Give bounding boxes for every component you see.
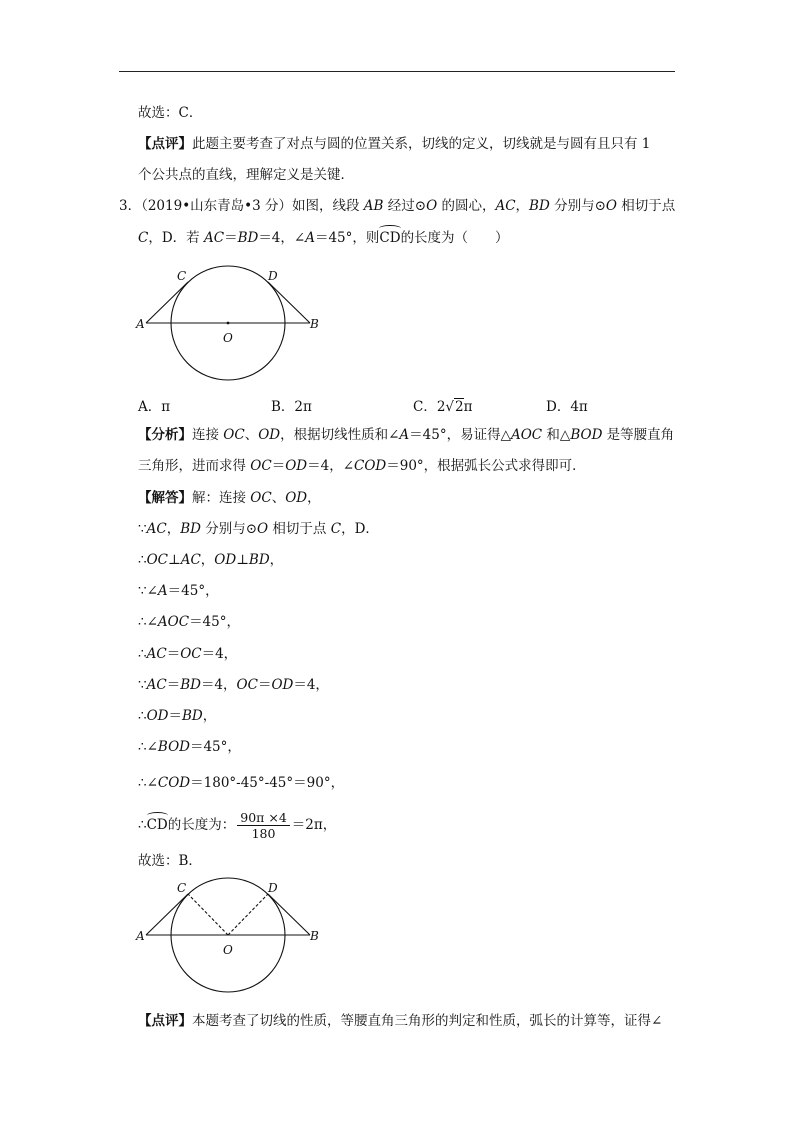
question-3-line-2: C，D．若 AC＝BD＝4，∠A＝45°，则CD的长度为（ ） <box>138 230 509 246</box>
solution-line-5: ∴∠AOC＝45°， <box>138 614 240 630</box>
comment-text: 此题主要考查了对点与圆的位置关系，切线的定义，切线就是与圆有且只有 1 <box>192 136 651 152</box>
label-b-2: B <box>310 929 319 943</box>
label-a: A <box>136 317 145 331</box>
solution-line-8: ∴OD＝BD， <box>138 708 217 724</box>
header-rule <box>119 71 675 72</box>
label-d-2: D <box>268 881 278 895</box>
comment-paragraph-1-cont: 个公共点的直线，理解定义是关键． <box>138 167 354 183</box>
analysis-line-1: 【分析】连接 OC、OD，根据切线性质和∠A＝45°，易证得△AOC 和△BOD 是等腰直角 <box>138 427 675 443</box>
arc-length-fraction: $\frac{90\pi \times 4}{180}$ <box>237 810 290 841</box>
tangent-bd-2 <box>268 894 310 935</box>
solution-answer: 故选：B． <box>138 853 202 869</box>
tangent-ac-2 <box>146 894 188 935</box>
solution-line-2: ∵AC，BD 分别与⊙O 相切于点 C，D． <box>138 521 379 537</box>
comment-text-2: 本题考查了切线的性质，等腰直角三角形的判定和性质，弧长的计算等，证得∠ <box>192 1013 663 1029</box>
label-b: B <box>310 317 319 331</box>
solution-line-7: ∵AC＝BD＝4，OC＝OD＝4， <box>138 677 329 693</box>
option-d: D．4π <box>546 399 588 415</box>
option-b: B．2π <box>271 399 312 415</box>
tangent-bd <box>268 282 310 323</box>
label-o: O <box>223 331 233 345</box>
radius-oc-dashed <box>188 894 228 935</box>
analysis-line-2: 三角形，进而求得 OC＝OD＝4，∠COD＝90°，根据弧长公式求得即可． <box>138 458 586 474</box>
label-a-2: A <box>136 929 145 943</box>
option-c: C．2√2π <box>413 399 473 415</box>
solution-line-11: ∴CD的长度为： $\frac{90\pi \times 4}{180}$ ＝2π， <box>138 810 337 841</box>
label-c-2: C <box>177 881 187 895</box>
figure-1 <box>130 260 330 390</box>
question-3-line-1: 3．（2019•山东青岛•3 分）如图，线段 AB 经过⊙O 的圆心，AC，BD 分别与⊙O 相切于点 <box>119 198 676 214</box>
solution-line-9: ∴∠BOD＝45°， <box>138 739 241 755</box>
tangent-ac <box>146 282 188 323</box>
radius-od-dashed <box>228 894 268 935</box>
figure-2 <box>130 872 330 1002</box>
solution-line-3: ∴OC⊥AC，OD⊥BD， <box>138 552 284 568</box>
comment-paragraph-1 <box>138 135 650 153</box>
label-d: D <box>268 269 278 283</box>
option-a: A．π <box>138 399 171 415</box>
comment-tag: 【点评】 <box>138 136 192 152</box>
center-point <box>227 322 230 325</box>
solution-line-10: ∴∠COD＝180°-45°-45°＝90°， <box>138 775 345 791</box>
solution-line-4: ∵∠A＝45°， <box>138 583 219 599</box>
comment-paragraph-2 <box>138 1012 662 1030</box>
label-o-2: O <box>223 943 233 957</box>
answer-choice-c: 故选：C． <box>138 105 203 121</box>
label-c: C <box>177 269 187 283</box>
solution-line-1: 【解答】解：连接 OC、OD， <box>138 490 321 506</box>
solution-line-6: ∴AC＝OC＝4， <box>138 646 238 662</box>
comment-tag-2: 【点评】 <box>138 1013 192 1029</box>
